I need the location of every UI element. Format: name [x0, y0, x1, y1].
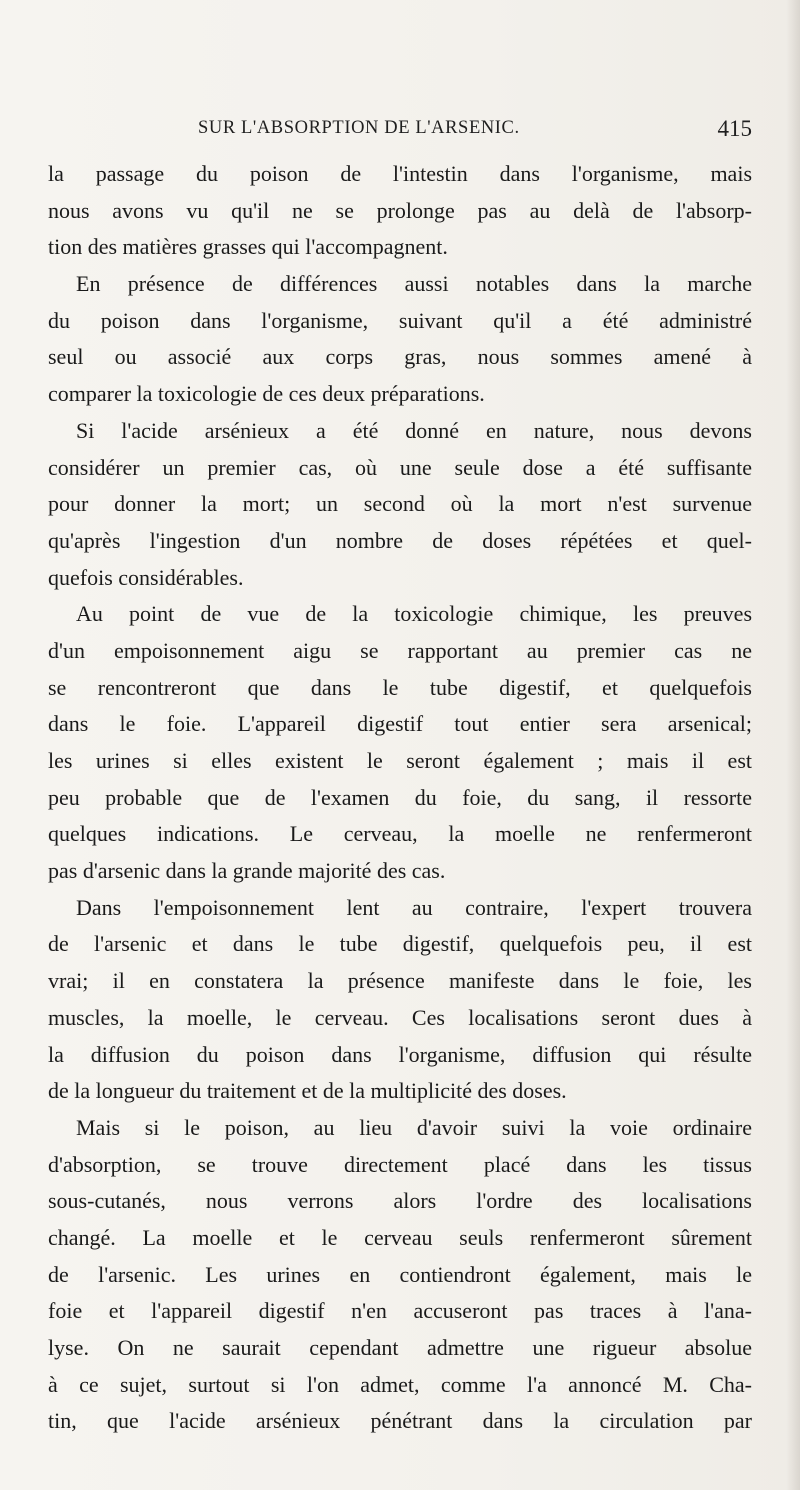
text-line: tion des matières grasses qui l'accompagnent.: [48, 234, 448, 260]
text-line: de la longueur du traitement et de la multiplicité des doses.: [48, 1078, 567, 1104]
text-line: vrai; il en constatera la présence manifeste dans le foie, les: [48, 968, 752, 994]
running-title: SUR L'ABSORPTION DE L'ARSENIC.: [198, 118, 520, 138]
body-text: [48, 156, 752, 1440]
text-line: nous avons vu qu'il ne se prolonge pas au delà de l'absorp-: [48, 197, 752, 223]
text-line: changé. La moelle et le cerveau seuls renfermeront sûrement: [48, 1224, 752, 1250]
text-line: quefois considérables.: [48, 564, 244, 590]
page-number: 415: [717, 116, 752, 141]
text-line: sous-cutanés, nous verrons alors l'ordre des localisations: [48, 1188, 752, 1214]
text-line: peu probable que de l'examen du foie, du sang, il ressorte: [48, 784, 752, 810]
text-line: pas d'arsenic dans la grande majorité des cas.: [48, 858, 446, 884]
text-line: la passage du poison de l'intestin dans l'organisme, mais: [48, 161, 752, 186]
text-line: foie et l'appareil digestif n'en accuseront pas traces à l'ana-: [48, 1298, 752, 1324]
text-line: du poison dans l'organisme, suivant qu'il a été administré: [48, 307, 752, 333]
text-line: se rencontreront que dans le tube digestif, et quelquefois: [48, 674, 752, 700]
text-line: de l'arsenic et dans le tube digestif, quelquefois peu, il est: [48, 931, 752, 957]
text-line: quelques indications. Le cerveau, la moelle ne renfermeront: [48, 821, 752, 847]
text-line: En présence de différences aussi notables dans la marche: [76, 271, 752, 297]
text-line: d'absorption, se trouve directement placé dans les tissus: [48, 1151, 752, 1177]
text-line: comparer la toxicologie de ces deux préparations.: [48, 381, 485, 407]
text-line: tin, que l'acide arsénieux pénétrant dans la circulation par: [48, 1408, 752, 1434]
text-line: lyse. On ne saurait cependant admettre une rigueur absolue: [48, 1335, 752, 1360]
text-line: d'un empoisonnement aigu se rapportant au premier cas ne: [48, 637, 752, 663]
page-edge-shadow: [786, 0, 800, 1490]
running-head: [48, 118, 752, 148]
text-line: Dans l'empoisonnement lent au contraire, l'expert trouvera: [76, 894, 752, 920]
text-line: seul ou associé aux corps gras, nous sommes amené à: [48, 344, 752, 370]
text-line: muscles, la moelle, le cerveau. Ces localisations seront dues à: [48, 1004, 752, 1030]
text-line: Si l'acide arsénieux a été donné en nature, nous devons: [76, 417, 752, 443]
text-line: considérer un premier cas, où une seule dose a été suffisante: [48, 454, 752, 480]
text-line: Au point de vue de la toxicologie chimique, les preuves: [76, 601, 752, 627]
text-line: qu'après l'ingestion d'un nombre de doses répétées et quel-: [48, 527, 752, 553]
text-line: dans le foie. L'appareil digestif tout entier sera arsenical;: [48, 711, 752, 737]
text-line: les urines si elles existent le seront également ; mais il est: [48, 748, 752, 773]
text-line: pour donner la mort; un second où la mort n'est survenue: [48, 491, 752, 517]
text-line: Mais si le poison, au lieu d'avoir suivi la voie ordinaire: [76, 1114, 752, 1140]
bleed-through-footer: [80, 1462, 740, 1478]
text-line: la diffusion du poison dans l'organisme, diffusion qui résulte: [48, 1041, 752, 1067]
text-line: à ce sujet, surtout si l'on admet, comme l'a annoncé M. Cha-: [48, 1371, 752, 1397]
text-line: de l'arsenic. Les urines en contiendront également, mais le: [48, 1261, 752, 1287]
